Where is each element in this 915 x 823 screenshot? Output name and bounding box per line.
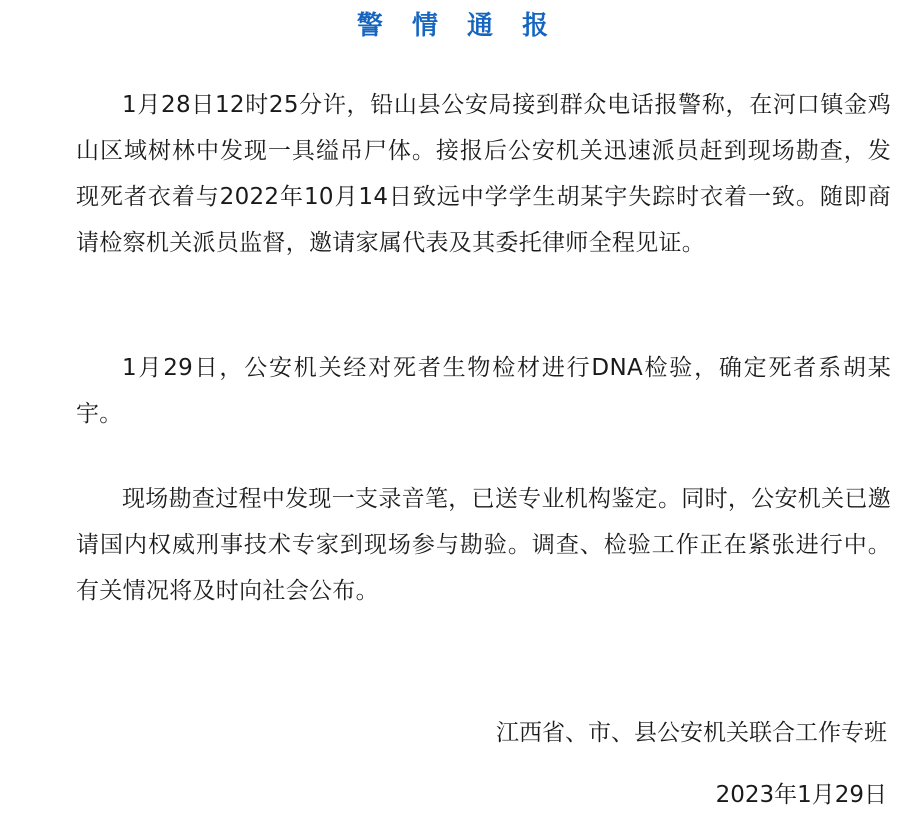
paragraph-discovery: 1月28日12时25分许，铅山县公安局接到群众电话报警称，在河口镇金鸡山区域树林中发现一具缢吊尸体。接报后公安机关迅速派员赶到现场勘查，发现死者衣着与2022年10月14日致远中学学生胡某宇失踪时衣着一致。随即商请检察机关派员监督，邀请家属代表及其委托律师全程见证。 bbox=[76, 92, 891, 256]
paragraph-dna-result: 1月29日，公安机关经对死者生物检材进行DNA检验，确定死者系胡某宇。 bbox=[76, 355, 891, 427]
paragraph-investigation: 现场勘查过程中发现一支录音笔，已送专业机构鉴定。同时，公安机关已邀请国内权威刑事技术专家到现场参与勘验。调查、检验工作正在紧张进行中。有关情况将及时向社会公布。 bbox=[76, 486, 891, 604]
issue-date: 2023年1月29日 bbox=[715, 782, 887, 808]
notice-title: 警 情 通 报 bbox=[356, 11, 559, 41]
issuer-signature: 江西省、市、县公安机关联合工作专班 bbox=[496, 720, 887, 746]
